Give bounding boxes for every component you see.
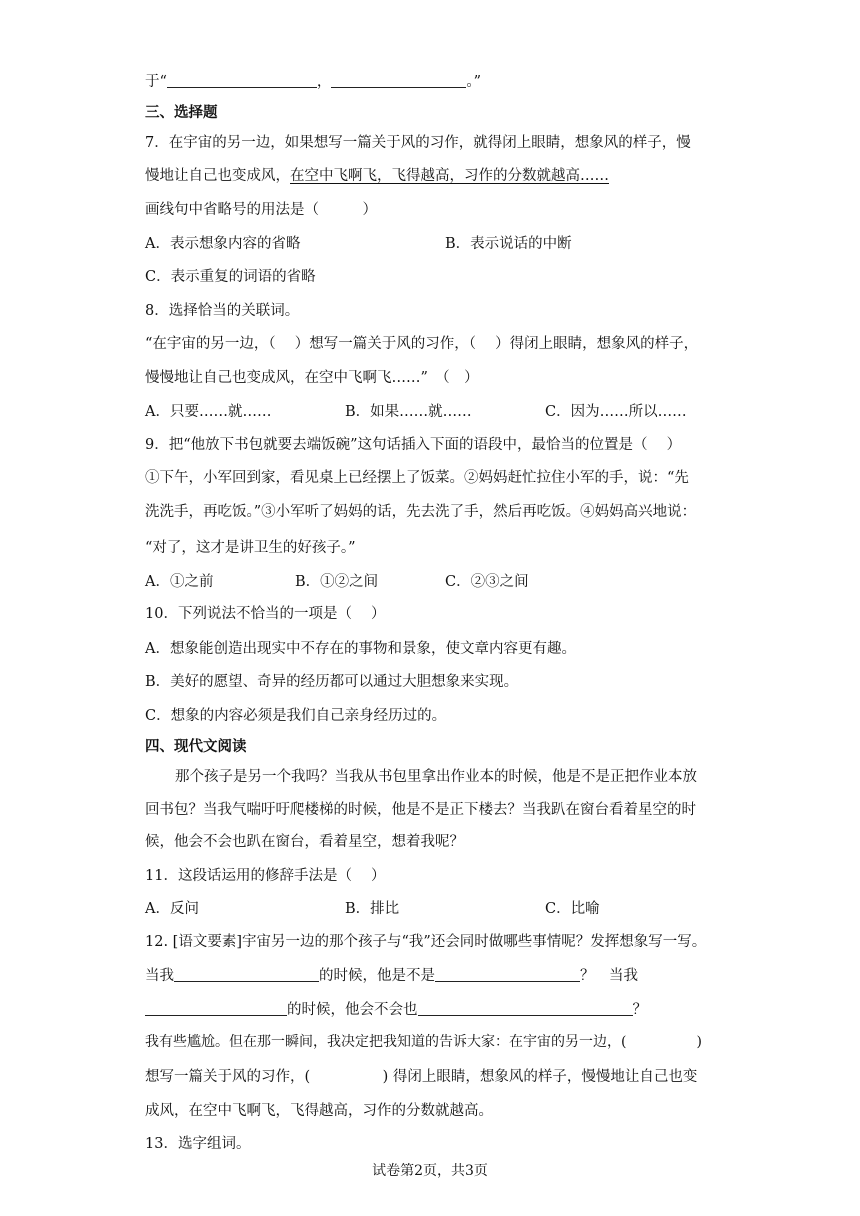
q9-stem: 9．把“他放下书包就要去端饭碗”这句话插入下面的语段中，最恰当的位置是（ ） <box>145 437 682 453</box>
q10-option-b[interactable]: B．美好的愿望、奇异的经历都可以通过大胆想象来实现。 <box>145 674 519 690</box>
q13-stem: 13．选字组词。 <box>145 1136 251 1152</box>
q11-stem: 11．这段话运用的修辞手法是（ ） <box>145 868 386 884</box>
answer-blank[interactable] <box>145 1000 287 1016</box>
q12-fill-line: 的时候，他会不会也 ？ <box>145 998 647 1019</box>
q11-option-c[interactable]: C．比喻 <box>545 901 600 917</box>
answer-blank[interactable] <box>331 72 466 88</box>
page-footer: 试卷第2页，共3页 <box>372 1163 488 1179</box>
passage-text: 回书包？当我气喘吁吁爬楼梯的时候，他是不是正下楼去？当我趴在窗台看着星空的时 <box>145 802 696 818</box>
passage-text: 那个孩子是另一个我吗？当我从书包里拿出作业本的时候，他是不是正把作业本放 <box>175 769 697 785</box>
q7-text: 7．在宇宙的另一边，如果想写一篇关于风的习作，就得闭上眼睛，想象风的样子，慢 <box>145 135 691 151</box>
q8-text: “在宇宙的另一边，（ ）想写一篇关于风的习作，（ ）得闭上眼睛，想象风的样子， <box>145 336 699 352</box>
q9-text: 洗洗手，再吃饭。”③小军听了妈妈的话，先去洗了手，然后再吃饭。④妈妈高兴地说： <box>145 504 697 520</box>
q8-option-c[interactable]: C．因为……所以…… <box>545 404 687 420</box>
q12-paragraph: 成风，在空中飞啊飞，飞得越高，习作的分数就越高。 <box>145 1103 493 1119</box>
q9-text: ①下午，小军回到家，看见桌上已经摆上了饭菜。②妈妈赶忙拉住小军的手，说：“先 <box>145 470 689 486</box>
fill-line-q6: 于“ ， 。” <box>145 74 482 90</box>
q10-option-a[interactable]: A．想象能创造出现实中不存在的事物和景象，使文章内容更有趣。 <box>145 641 576 657</box>
q11-option-b[interactable]: B．排比 <box>345 901 400 917</box>
q12-paragraph: 我有些尴尬。但在那一瞬间，我决定把我知道的告诉大家：在宇宙的另一边，( ) <box>145 1034 702 1050</box>
q9-option-a[interactable]: A．①之前 <box>145 574 214 590</box>
answer-blank[interactable] <box>418 1000 633 1016</box>
q7-option-c[interactable]: C．表示重复的词语的省略 <box>145 269 316 285</box>
q8-stem: 8．选择恰当的关联词。 <box>145 303 300 319</box>
section-heading-reading: 四、现代文阅读 <box>145 738 247 755</box>
section-heading-choice: 三、选择题 <box>145 104 218 121</box>
q12-fill-line: 当我 的时候，他是不是 ？ 当我 <box>145 968 638 984</box>
passage-text: 候，他会不会也趴在窗台，看着星空，想着我呢？ <box>145 834 464 850</box>
q8-option-b[interactable]: B．如果……就…… <box>345 404 472 420</box>
q9-option-c[interactable]: C．②③之间 <box>445 574 529 590</box>
q10-option-c[interactable]: C．想象的内容必须是我们自己亲身经历过的。 <box>145 708 447 724</box>
q8-text: 慢慢地让自己也变成风，在空中飞啊飞……” （ ） <box>145 370 479 386</box>
q7-prompt: 画线句中省略号的用法是（ ） <box>145 202 377 218</box>
q9-text: “对了，这才是讲卫生的好孩子。” <box>145 540 356 556</box>
answer-blank[interactable] <box>174 966 319 982</box>
answer-blank[interactable] <box>167 72 317 88</box>
q7-option-b[interactable]: B．表示说话的中断 <box>445 236 572 252</box>
answer-blank[interactable] <box>435 966 580 982</box>
q11-option-a[interactable]: A．反问 <box>145 901 199 917</box>
q7-text: 慢地让自己也变成风，在空中飞啊飞，飞得越高，习作的分数就越高…… <box>145 168 609 184</box>
q12-paragraph: 想写一篇关于风的习作，( ) 得闭上眼睛，想象风的样子，慢慢地让自己也变 <box>145 1069 698 1085</box>
q8-option-a[interactable]: A．只要……就…… <box>145 404 272 420</box>
q9-option-b[interactable]: B．①②之间 <box>295 574 379 590</box>
underlined-sentence: 在空中飞啊飞，飞得越高，习作的分数就越高…… <box>290 168 609 184</box>
q7-option-a[interactable]: A．表示想象内容的省略 <box>145 236 301 252</box>
q12-stem: 12. [语文要素]宇宙另一边的那个孩子与“我”还会同时做哪些事情呢？发挥想象写一写。 <box>145 934 707 950</box>
q10-stem: 10．下列说法不恰当的一项是（ ） <box>145 606 386 622</box>
